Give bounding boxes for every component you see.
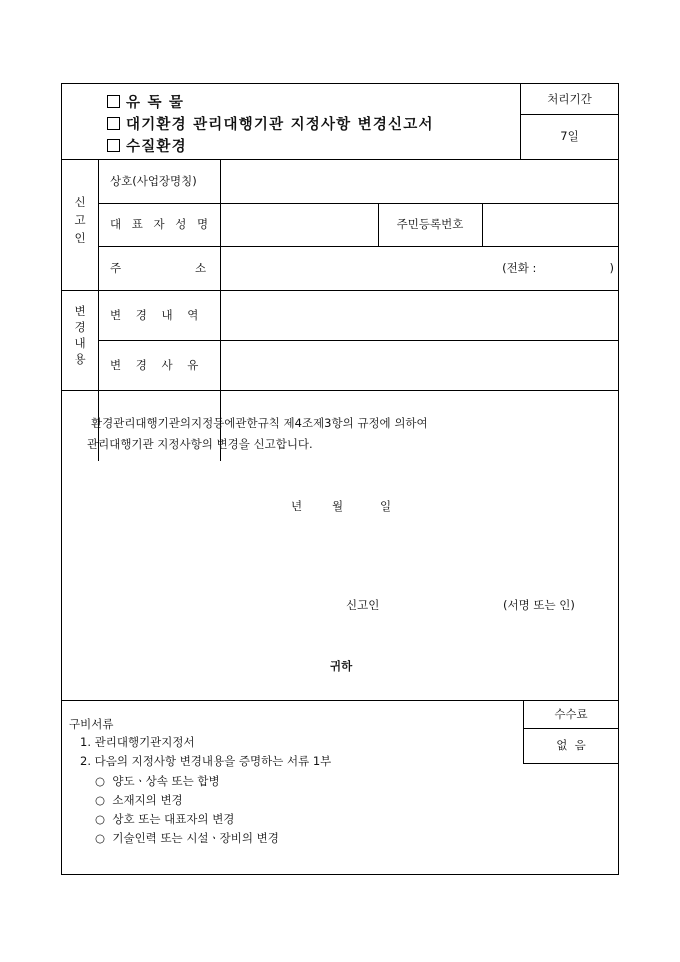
divider	[523, 763, 619, 764]
bullet-circle-icon: ○	[95, 831, 106, 845]
doc-subitem	[95, 811, 234, 827]
option-toxic-label: 유 독 물	[126, 95, 185, 111]
change-section-label	[62, 303, 98, 367]
doc-subitem	[95, 830, 279, 846]
date-year-label: 년	[291, 499, 303, 513]
signer-label: 신고인	[346, 598, 380, 612]
change-reason-label: 변 경 사 유	[110, 358, 199, 372]
bullet-circle-icon: ○	[95, 812, 106, 826]
address-field[interactable]	[221, 247, 451, 289]
option-toxic-row	[107, 91, 184, 112]
option-water-label: 수질환경	[126, 139, 187, 155]
label-char: 인	[74, 231, 86, 245]
declaration-line2: 관리대행기관 지정사항의 변경을 신고합니다.	[87, 437, 313, 451]
resident-id-label: 주민등록번호	[396, 217, 464, 231]
representative-label: 대 표 자 성 명	[110, 217, 209, 231]
address-label-right: 소	[195, 261, 207, 275]
applicant-section-label	[62, 193, 98, 247]
processing-period-value: 7일	[560, 129, 579, 143]
doc-subitem-text: 소재지의 변경	[112, 793, 183, 807]
doc-subitem	[95, 773, 220, 789]
required-docs-title: 구비서류	[69, 717, 114, 731]
address-label-left: 주	[110, 261, 122, 275]
required-doc-item: 2. 다음의 지정사항 변경내용을 증명하는 서류 1부	[80, 754, 332, 768]
phone-label: (전화 : )	[502, 261, 614, 275]
doc-subitem	[95, 792, 183, 808]
label-char: 신	[74, 195, 86, 209]
bullet-circle-icon: ○	[95, 793, 106, 807]
divider	[62, 390, 619, 391]
report-form	[61, 83, 619, 875]
label-char: 변	[74, 304, 86, 318]
representative-field[interactable]	[221, 204, 377, 245]
checkbox-toxic[interactable]	[107, 95, 120, 108]
declaration-line1: 환경관리대행기관의지정등에관한규칙 제4조제3항의 규정에 의하여	[91, 416, 428, 430]
option-air-row	[107, 113, 434, 134]
required-doc-item: 1. 관리대행기관지정서	[80, 735, 195, 749]
date-day-label: 일	[380, 499, 392, 513]
option-water-row	[107, 135, 187, 156]
checkbox-water[interactable]	[107, 139, 120, 152]
label-char: 용	[74, 352, 86, 366]
resident-id-field[interactable]	[483, 204, 618, 245]
addressee-label: 귀하	[330, 659, 353, 673]
label-char: 고	[74, 213, 86, 227]
fee-label: 수수료	[554, 707, 588, 721]
date-month-label: 월	[332, 499, 344, 513]
doc-subitem-text: 기술인력 또는 시설ㆍ장비의 변경	[112, 831, 279, 845]
change-details-label: 변 경 내 역	[110, 308, 199, 322]
label-char: 내	[74, 336, 86, 350]
checkbox-air[interactable]	[107, 117, 120, 130]
signature-label: (서명 또는 인)	[503, 598, 575, 612]
doc-subitem-text: 상호 또는 대표자의 변경	[112, 812, 235, 826]
change-reason-field[interactable]	[221, 341, 618, 389]
company-name-field[interactable]	[221, 160, 618, 202]
company-name-label: 상호(사업장명칭)	[110, 174, 197, 188]
label-char: 경	[74, 320, 86, 334]
change-details-field[interactable]	[221, 291, 618, 339]
doc-subitem-text: 양도ㆍ상속 또는 합병	[112, 774, 220, 788]
processing-period-label: 처리기간	[547, 92, 592, 106]
fee-value: 없 음	[556, 738, 586, 752]
bullet-circle-icon: ○	[95, 774, 106, 788]
form-title: 대기환경 관리대행기관 지정사항 변경신고서	[126, 117, 434, 133]
